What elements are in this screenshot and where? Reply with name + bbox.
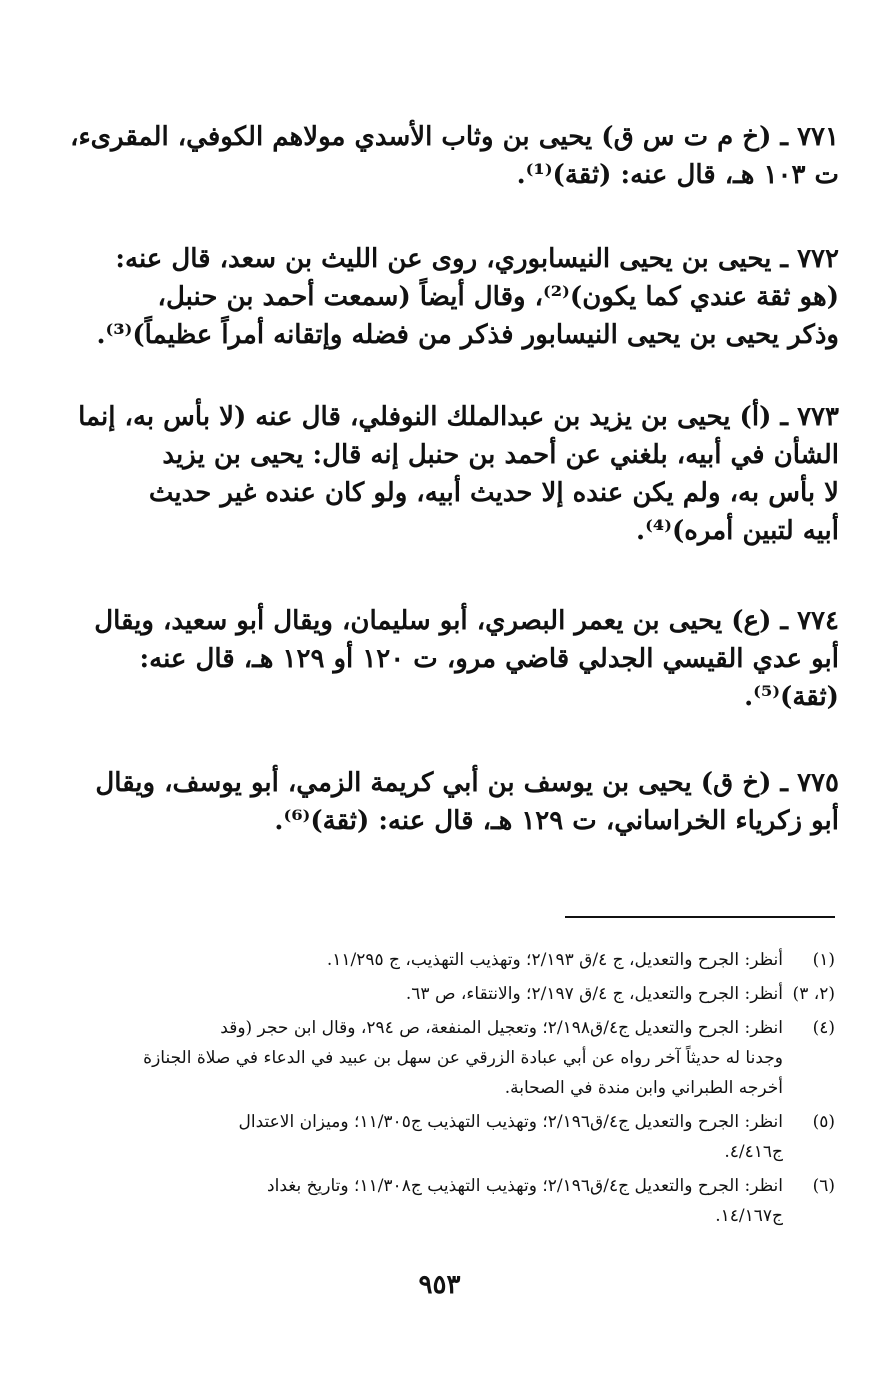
- footnote-2-3: [75, 979, 835, 1009]
- footnote-text: [75, 1107, 783, 1167]
- entry-772: [96, 240, 839, 354]
- page-number: ٩٥٣: [418, 1270, 461, 1300]
- entry-line: ٧٧٣ ـ (أ) يحيى بن يزيد بن عبدالملك النوفلي، قال عنه (لا بأس به، إنما: [78, 402, 839, 432]
- entry-line: أبيه لتبين أمره)⁽⁴⁾.: [636, 516, 839, 546]
- footnote-line: انظر: الجرح والتعديل ج٤/ق٢/١٩٨؛ وتعجيل المنفعة، ص ٢٩٤، وقال ابن حجر (وقد: [220, 1018, 783, 1038]
- footnote-text: [75, 979, 783, 1009]
- footnote-label: (٥): [812, 1112, 835, 1132]
- footnote-line: وجدنا له حديثاً آخر رواه عن أبي عبادة الزرقي عن سهل بن عبيد في الدعاء في صلاة الجنازة: [143, 1048, 783, 1068]
- entry-774: [94, 602, 839, 716]
- entry-line: لا بأس به، ولم يكن عنده إلا حديث أبيه، ولو كان عنده غير حديث: [148, 478, 839, 508]
- footnote-line: انظر: الجرح والتعديل ج٤/ق٢/١٩٦؛ وتهذيب التهذيب ج١١/٣٠٥؛ وميزان الاعتدال: [238, 1112, 783, 1132]
- entry-773: [78, 398, 839, 550]
- entry-line: ت ١٠٣ هـ، قال عنه: (ثقة)⁽¹⁾.: [516, 160, 839, 190]
- footnote-label: (٢، ٣): [792, 984, 835, 1004]
- footnote-text: [75, 1171, 783, 1231]
- footnote-line: انظر: الجرح والتعديل ج٤/ق٢/١٩٦؛ وتهذيب التهذيب ج١١/٣٠٨؛ وتاريخ بغداد: [267, 1176, 783, 1196]
- footnote-line: أنظر: الجرح والتعديل، ج ٤/ق ٢/١٩٣؛ وتهذيب التهذيب، ج ١١/٢٩٥.: [326, 950, 783, 970]
- footnote-label: (١): [812, 950, 835, 970]
- footnote-text: [75, 945, 783, 975]
- entry-line: (هو ثقة عندي كما يكون)⁽²⁾، وقال أيضاً (سمعت أحمد بن حنبل،: [157, 282, 839, 312]
- entry-line: أبو عدي القيسي الجدلي قاضي مرو، ت ١٢٠ أو ١٢٩ هـ، قال عنه:: [139, 644, 839, 674]
- footnote-5: [75, 1107, 835, 1167]
- footnote-label: (٦): [812, 1176, 835, 1196]
- entry-line: أبو زكرياء الخراساني، ت ١٢٩ هـ، قال عنه: (ثقة)⁽⁶⁾.: [274, 806, 839, 836]
- entry-line: ٧٧٤ ـ (ع) يحيى بن يعمر البصري، أبو سليمان، ويقال أبو سعيد، ويقال: [94, 606, 839, 636]
- entry-775: [95, 764, 839, 840]
- footnote-6: [75, 1171, 835, 1231]
- footnote-4: [75, 1013, 835, 1103]
- footnote-1: [75, 945, 835, 975]
- footnotes: [75, 945, 835, 1235]
- footnote-line: ج١٤/١٦٧.: [715, 1206, 783, 1226]
- entry-line: وذكر يحيى بن يحيى النيسابور فذكر من فضله وإتقانه أمراً عظيماً)⁽³⁾.: [96, 320, 839, 350]
- footnote-separator: [565, 916, 835, 918]
- entry-line: ٧٧٢ ـ يحيى بن يحيى النيسابوري، روى عن الليث بن سعد، قال عنه:: [115, 244, 839, 274]
- footnote-text: [75, 1013, 783, 1103]
- entry-771: [70, 118, 839, 194]
- footnote-line: ج٤/٤١٦.: [724, 1142, 783, 1162]
- footnote-label: (٤): [812, 1018, 835, 1038]
- entry-line: ٧٧٥ ـ (خ ق) يحيى بن يوسف بن أبي كريمة الزمي، أبو يوسف، ويقال: [95, 768, 839, 798]
- footnote-line: أنظر: الجرح والتعديل، ج ٤/ق ٢/١٩٧؛ والانتقاء، ص ٦٣.: [405, 984, 783, 1004]
- footnote-line: أخرجه الطبراني وابن مندة في الصحابة.: [504, 1078, 783, 1098]
- entry-line: (ثقة)⁽⁵⁾.: [744, 682, 839, 712]
- entry-line: ٧٧١ ـ (خ م ت س ق) يحيى بن وثاب الأسدي مولاهم الكوفي، المقرىء،: [70, 122, 839, 152]
- entry-line: الشأن في أبيه، بلغني عن أحمد بن حنبل إنه قال: يحيى بن يزيد: [162, 440, 839, 470]
